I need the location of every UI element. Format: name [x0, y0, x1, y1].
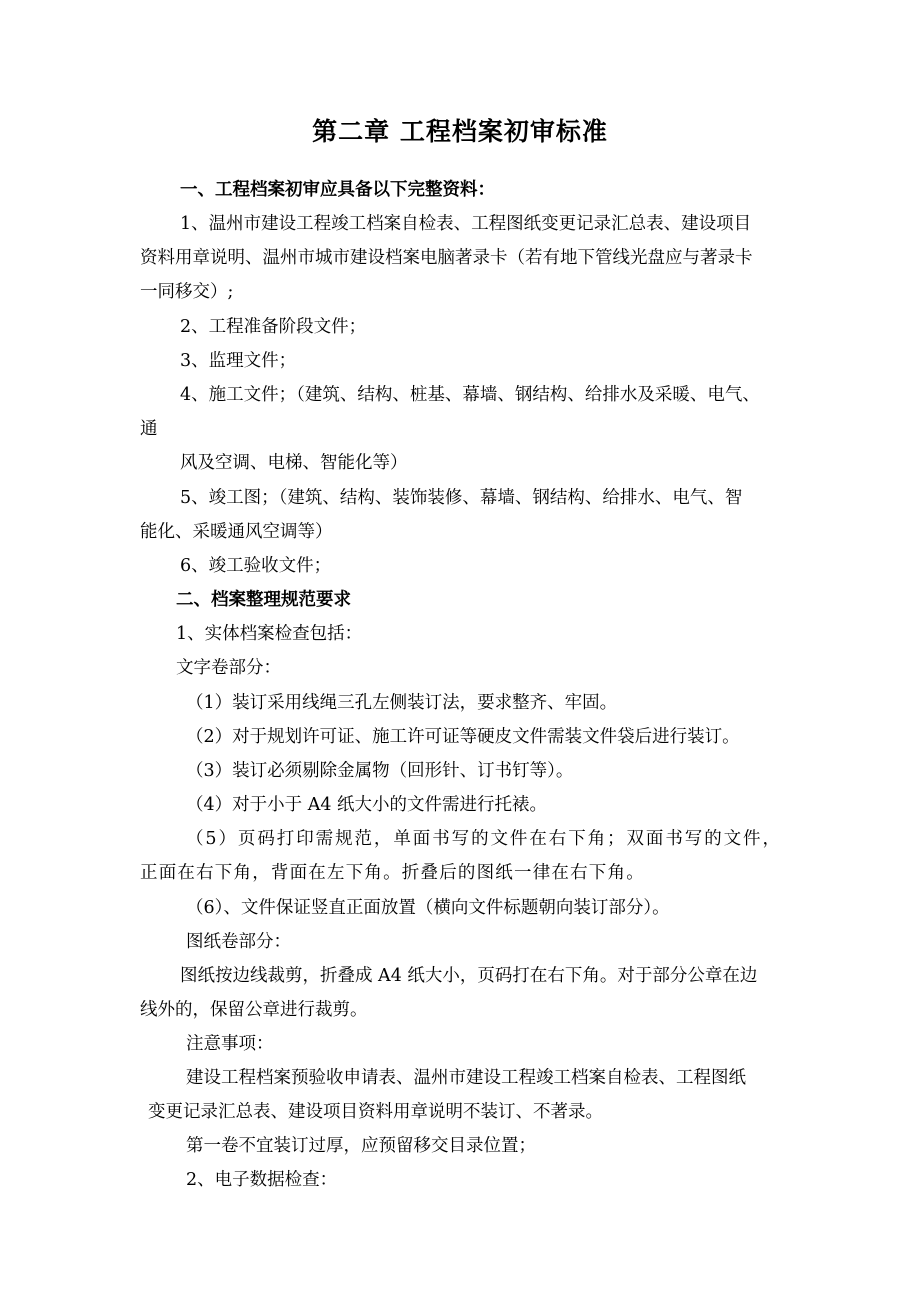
list-item-5-line-1: 5、竣工图；（建筑、结构、装饰装修、幕墙、钢结构、给排水、电气、智 — [180, 488, 743, 508]
rule-item-2: （2）对于规划许可证、施工许可证等硬皮文件需装文件袋后进行装订。 — [186, 727, 740, 747]
rule-item-5-line-2: 正面在右下角，背面在左下角。折叠后的图纸一律在右下角。 — [140, 863, 645, 883]
rule-item-6: （6）、文件保证竖直正面放置（横向文件标题朝向装订部分）。 — [186, 898, 670, 918]
list-item-4-line-2: 通 — [140, 419, 158, 439]
list-item-5-line-2: 能化、采暖通风空调等） — [140, 522, 333, 542]
list-item-4-line-1: 4、施工文件；（建筑、结构、桩基、幕墙、钢结构、给排水及采暖、电气、 — [180, 385, 760, 405]
note-line-1: 建设工程档案预验收申请表、温州市建设工程竣工档案自检表、工程图纸 — [186, 1068, 746, 1088]
list-item-2: 2、工程准备阶段文件； — [180, 317, 367, 337]
sub-heading-electronic-check: 2、电子数据检查： — [186, 1170, 338, 1190]
list-item-3: 3、监理文件； — [180, 351, 297, 371]
sub-heading-notes: 注意事项： — [186, 1034, 274, 1054]
sub-heading-drawing-volume: 图纸卷部分： — [186, 932, 291, 952]
section-heading-2: 二、档案整理规范要求 — [176, 590, 351, 610]
list-item-1-line-1: 1、温州市建设工程竣工档案自检表、工程图纸变更记录汇总表、建设项目 — [180, 214, 752, 234]
drawing-rule-line-2: 线外的，保留公章进行裁剪。 — [140, 1000, 368, 1020]
section-heading-1: 一、工程档案初审应具备以下完整资料： — [180, 180, 495, 200]
rule-item-4: （4）对于小于 A4 纸大小的文件需进行托裱。 — [186, 795, 548, 815]
drawing-rule-line-1: 图纸按边线裁剪，折叠成 A4 纸大小，页码打在右下角。对于部分公章在边 — [180, 966, 758, 986]
list-item-1-line-3: 一同移交）; — [140, 282, 234, 302]
sub-heading-text-volume: 文字卷部分： — [176, 658, 281, 678]
note-line-3: 第一卷不宜装订过厚，应预留移交目录位置； — [186, 1136, 536, 1156]
sub-heading-physical-check: 1、实体档案检查包括： — [176, 624, 363, 644]
chapter-title: 第二章 工程档案初审标准 — [312, 117, 608, 146]
note-line-2: 变更记录汇总表、建设项目资料用章说明不装订、不著录。 — [148, 1102, 603, 1122]
rule-item-1: （1）装订采用线绳三孔左侧装订法，要求整齐、牢固。 — [186, 693, 618, 713]
list-item-6: 6、竣工验收文件； — [180, 556, 332, 576]
rule-item-5-line-1: （5）页码打印需规范，单面书写的文件在右下角；双面书写的文件， — [186, 829, 780, 849]
list-item-4-line-3: 风及空调、电梯、智能化等） — [180, 453, 408, 473]
rule-item-3: （3）装订必须剔除金属物（回形针、订书钉等）。 — [186, 761, 574, 781]
list-item-1-line-2: 资料用章说明、温州市城市建设档案电脑著录卡（若有地下管线光盘应与著录卡 — [140, 248, 753, 268]
